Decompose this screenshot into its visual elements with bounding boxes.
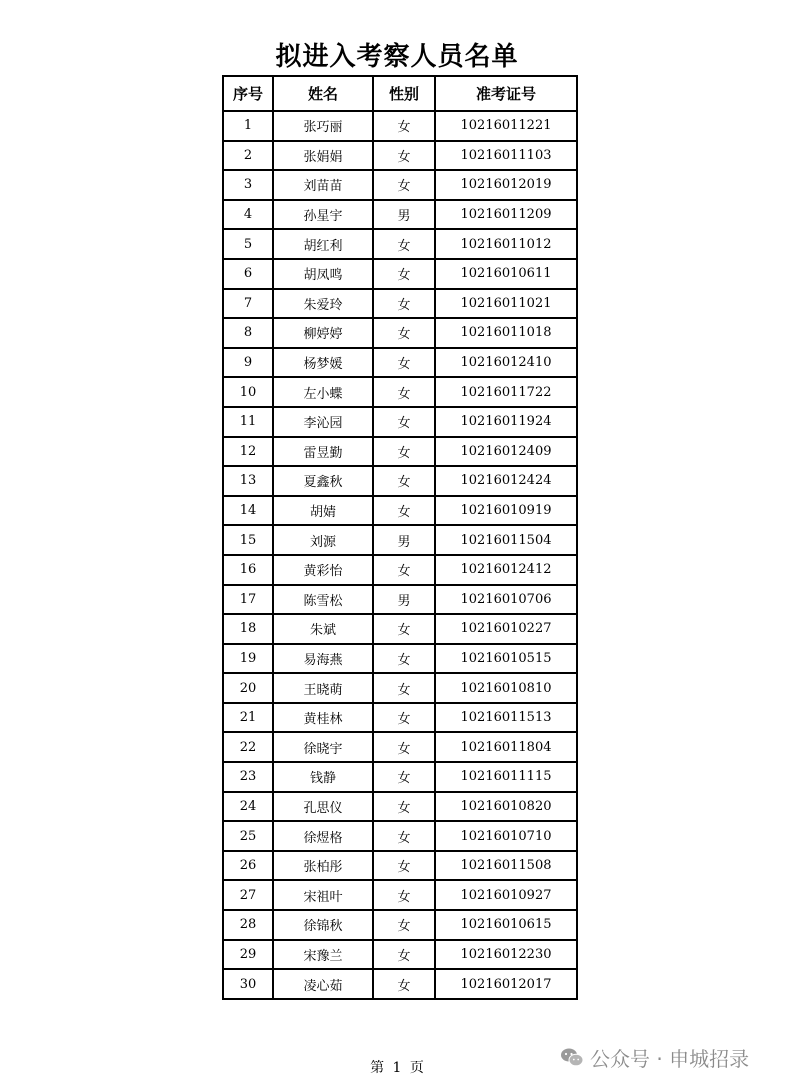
cell-gender: 女 [373,111,435,141]
table-row [223,910,577,940]
table-row [223,792,577,822]
table-row [223,525,577,555]
cell-exam-id: 10216011508 [435,851,577,881]
page-number-value: 1 [392,1060,402,1076]
page-prefix: 第 [370,1060,385,1076]
cell-exam-id: 10216011513 [435,703,577,733]
cell-exam-id: 10216010611 [435,259,577,289]
table-row [223,496,577,526]
cell-name: 凌心茹 [273,969,373,999]
cell-exam-id: 10216010810 [435,673,577,703]
cell-exam-id: 10216012017 [435,969,577,999]
table-row [223,348,577,378]
table-header-row [223,76,577,111]
cell-name: 刘苗苗 [273,170,373,200]
cell-name: 雷昱勤 [273,437,373,467]
cell-exam-id: 10216011924 [435,407,577,437]
cell-gender: 女 [373,318,435,348]
table-row [223,111,577,141]
cell-gender: 男 [373,585,435,615]
cell-exam-id: 10216010227 [435,614,577,644]
table-row [223,466,577,496]
cell-index: 16 [223,555,273,585]
cell-index: 23 [223,762,273,792]
cell-exam-id: 10216010710 [435,821,577,851]
cell-name: 宋祖叶 [273,880,373,910]
cell-gender: 女 [373,732,435,762]
cell-exam-id: 10216010820 [435,792,577,822]
cell-name: 朱斌 [273,614,373,644]
cell-gender: 女 [373,437,435,467]
cell-name: 胡婧 [273,496,373,526]
cell-gender: 女 [373,289,435,319]
cell-exam-id: 10216010927 [435,880,577,910]
cell-exam-id: 10216012409 [435,437,577,467]
table-row [223,969,577,999]
cell-exam-id: 10216010919 [435,496,577,526]
cell-exam-id: 10216010615 [435,910,577,940]
cell-name: 钱静 [273,762,373,792]
cell-exam-id: 10216010706 [435,585,577,615]
page-suffix: 页 [409,1060,424,1076]
header-gender: 性别 [373,76,435,111]
cell-name: 胡凤鸣 [273,259,373,289]
cell-name: 陈雪松 [273,585,373,615]
cell-name: 张巧丽 [273,111,373,141]
cell-exam-id: 10216011504 [435,525,577,555]
cell-index: 6 [223,259,273,289]
table-row [223,170,577,200]
cell-gender: 女 [373,170,435,200]
cell-index: 1 [223,111,273,141]
cell-exam-id: 10216012230 [435,940,577,970]
cell-gender: 女 [373,348,435,378]
cell-index: 25 [223,821,273,851]
cell-exam-id: 10216011209 [435,200,577,230]
table-body [223,111,577,999]
cell-index: 15 [223,525,273,555]
table-row [223,318,577,348]
cell-exam-id: 10216010515 [435,644,577,674]
cell-index: 30 [223,969,273,999]
cell-index: 27 [223,880,273,910]
cell-name: 徐煜格 [273,821,373,851]
table-row [223,407,577,437]
candidate-table [222,75,578,1000]
cell-name: 张柏彤 [273,851,373,881]
table-row [223,703,577,733]
table-row [223,259,577,289]
cell-name: 易海燕 [273,644,373,674]
cell-gender: 女 [373,969,435,999]
cell-exam-id: 10216011021 [435,289,577,319]
cell-gender: 女 [373,466,435,496]
cell-exam-id: 10216011722 [435,377,577,407]
cell-exam-id: 10216011804 [435,732,577,762]
cell-gender: 男 [373,200,435,230]
cell-gender: 女 [373,762,435,792]
cell-gender: 女 [373,555,435,585]
cell-index: 8 [223,318,273,348]
cell-index: 22 [223,732,273,762]
cell-exam-id: 10216012412 [435,555,577,585]
cell-index: 4 [223,200,273,230]
cell-index: 9 [223,348,273,378]
cell-index: 17 [223,585,273,615]
cell-index: 19 [223,644,273,674]
table-row [223,644,577,674]
cell-index: 24 [223,792,273,822]
cell-index: 14 [223,496,273,526]
cell-gender: 男 [373,525,435,555]
cell-gender: 女 [373,377,435,407]
header-exam-id: 准考证号 [435,76,577,111]
cell-name: 夏鑫秋 [273,466,373,496]
cell-index: 7 [223,289,273,319]
cell-gender: 女 [373,673,435,703]
cell-name: 李沁园 [273,407,373,437]
cell-index: 20 [223,673,273,703]
cell-gender: 女 [373,851,435,881]
table-row [223,289,577,319]
cell-gender: 女 [373,880,435,910]
cell-gender: 女 [373,644,435,674]
cell-exam-id: 10216012410 [435,348,577,378]
cell-name: 胡红利 [273,229,373,259]
cell-name: 刘源 [273,525,373,555]
wechat-icon [560,1047,584,1069]
table-row [223,880,577,910]
cell-name: 徐锦秋 [273,910,373,940]
table-row [223,229,577,259]
cell-index: 11 [223,407,273,437]
cell-gender: 女 [373,940,435,970]
cell-index: 18 [223,614,273,644]
cell-name: 朱爱玲 [273,289,373,319]
cell-gender: 女 [373,614,435,644]
cell-gender: 女 [373,703,435,733]
watermark-text: 公众号 · 申城招录 [590,1047,750,1071]
table-row [223,762,577,792]
table-row [223,940,577,970]
cell-gender: 女 [373,141,435,171]
table-row [223,851,577,881]
table-row [223,821,577,851]
table-row [223,673,577,703]
cell-name: 孙星宇 [273,200,373,230]
cell-index: 5 [223,229,273,259]
cell-gender: 女 [373,821,435,851]
cell-index: 12 [223,437,273,467]
cell-index: 10 [223,377,273,407]
table-row [223,585,577,615]
table-row [223,200,577,230]
cell-index: 28 [223,910,273,940]
cell-exam-id: 10216011012 [435,229,577,259]
cell-name: 宋豫兰 [273,940,373,970]
cell-index: 2 [223,141,273,171]
cell-name: 左小蝶 [273,377,373,407]
table-row [223,437,577,467]
cell-exam-id: 10216011115 [435,762,577,792]
cell-name: 孔思仪 [273,792,373,822]
cell-gender: 女 [373,792,435,822]
cell-name: 黄彩怡 [273,555,373,585]
cell-exam-id: 10216011221 [435,111,577,141]
cell-gender: 女 [373,259,435,289]
cell-name: 张娟娟 [273,141,373,171]
cell-exam-id: 10216012019 [435,170,577,200]
watermark [560,1043,749,1072]
cell-name: 杨梦媛 [273,348,373,378]
table-row [223,377,577,407]
table-row [223,614,577,644]
cell-name: 黄桂林 [273,703,373,733]
cell-index: 21 [223,703,273,733]
cell-gender: 女 [373,910,435,940]
cell-gender: 女 [373,496,435,526]
cell-index: 3 [223,170,273,200]
table-row [223,555,577,585]
cell-name: 柳婷婷 [273,318,373,348]
table-row [223,732,577,762]
cell-exam-id: 10216012424 [435,466,577,496]
cell-gender: 女 [373,229,435,259]
cell-index: 13 [223,466,273,496]
cell-exam-id: 10216011103 [435,141,577,171]
cell-name: 王晓萌 [273,673,373,703]
page-title: 拟进入考察人员名单 [275,42,519,72]
table-row [223,141,577,171]
cell-name: 徐晓宇 [273,732,373,762]
cell-gender: 女 [373,407,435,437]
cell-exam-id: 10216011018 [435,318,577,348]
cell-index: 26 [223,851,273,881]
header-name: 姓名 [273,76,373,111]
cell-index: 29 [223,940,273,970]
header-index: 序号 [223,76,273,111]
